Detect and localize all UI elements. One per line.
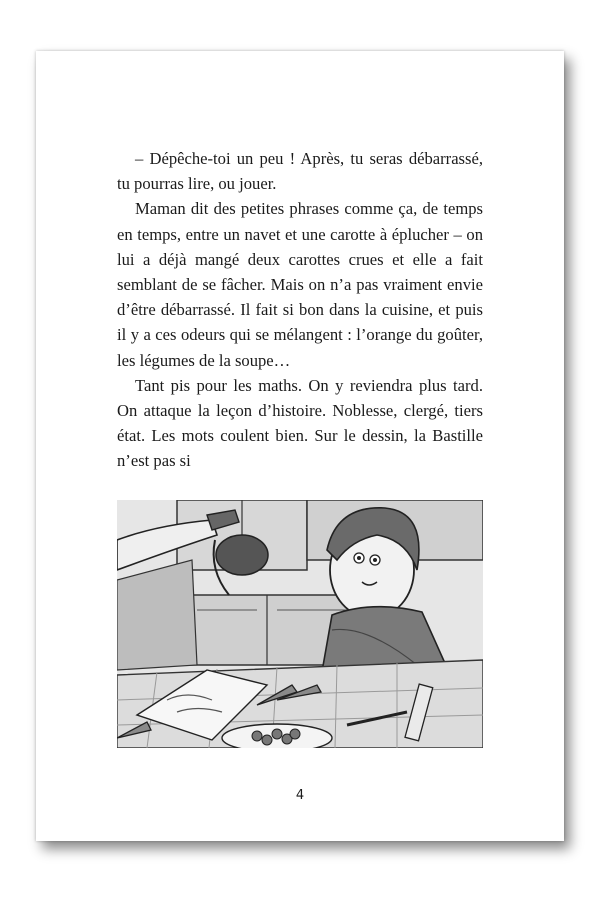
- page-number: 4: [295, 788, 305, 803]
- paragraph-2: Maman dit des petites phrases comme ça, de temps en temps, entre un navet et une carotte à éplucher – on lui a déjà mangé deux carottes crues et elle a fait semblant de se fâcher. Mais on n’a pas vraiment envie d’être débarrassé. Il fait si bon dans la cuisine, et puis il y a ces odeurs qui se mélangent : l’orange du goûter, les légumes de la soupe…: [117, 199, 483, 370]
- page-text: [117, 146, 483, 474]
- paragraph-3: Tant pis pour les maths. On y reviendra plus tard. On attaque la leçon d’histoire. Noblesse, clergé, tiers état. Les mots coulent bien. Sur le dessin, la Bastille n’est pas si: [117, 375, 483, 471]
- paragraph-1: – Dépêche-toi un peu ! Après, tu seras débarrassé, tu pourras lire, ou jouer.: [117, 149, 483, 194]
- kitchen-illustration: [117, 500, 483, 748]
